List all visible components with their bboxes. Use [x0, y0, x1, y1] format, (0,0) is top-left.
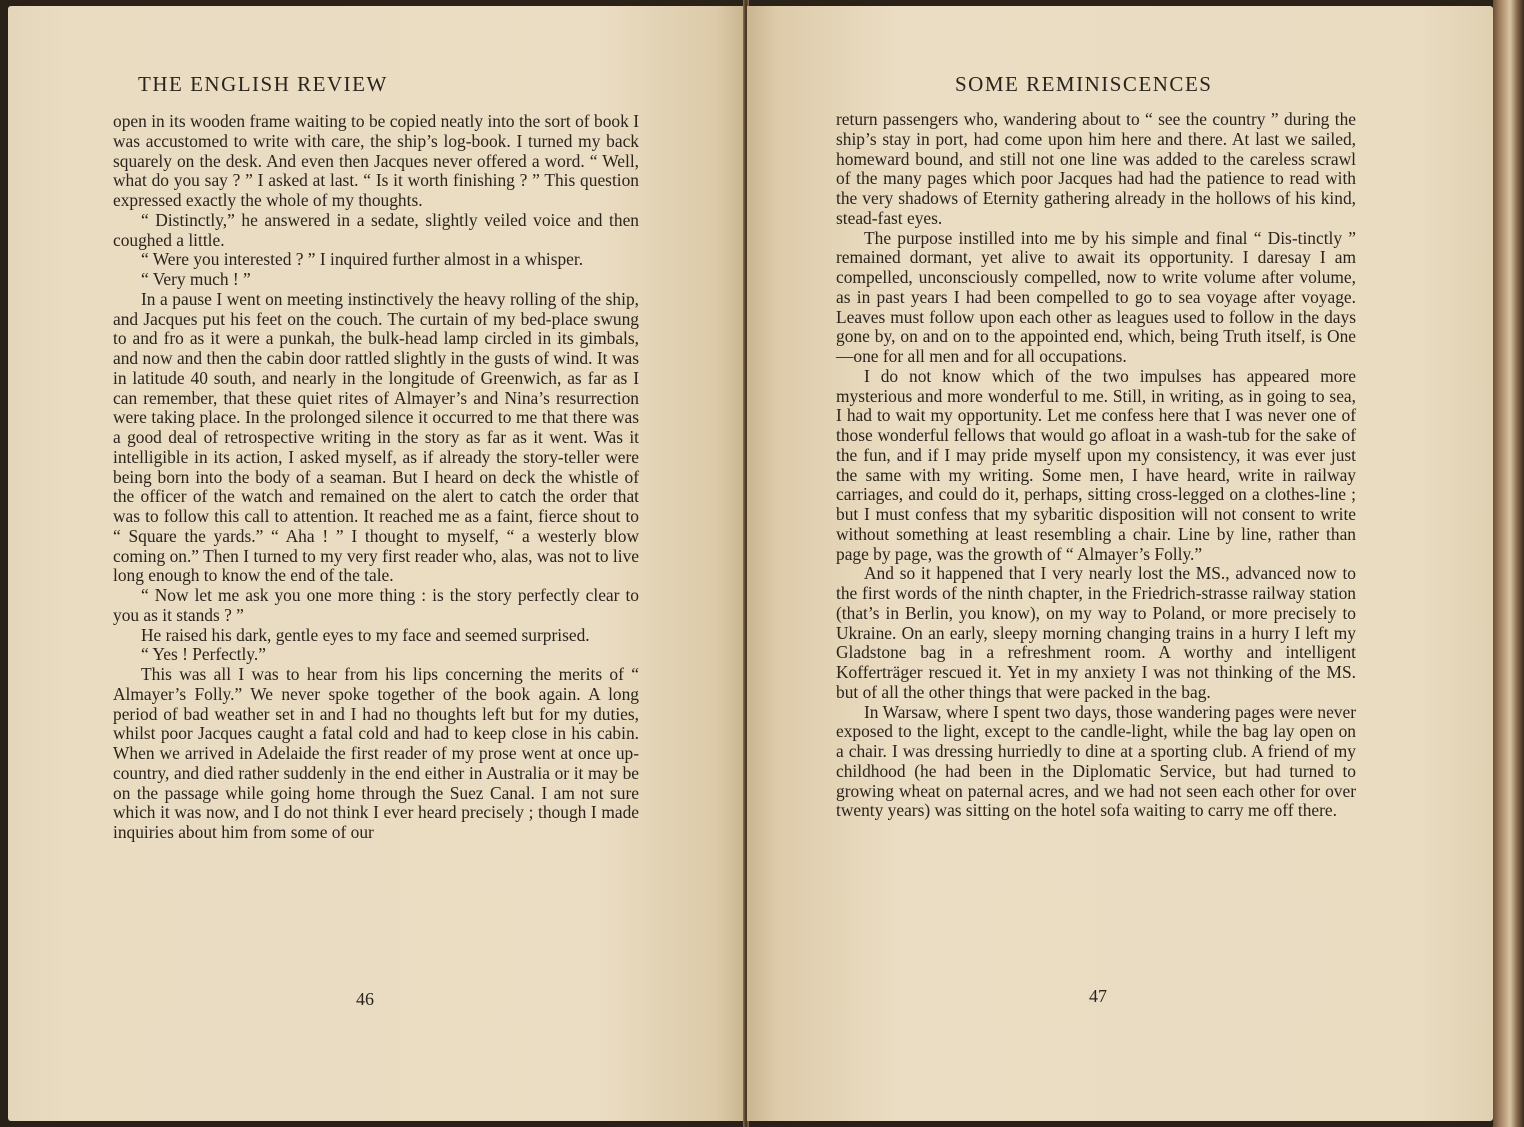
paragraph: return passengers who, wandering about to “ see the country ” during the ship’s stay in port, had come upon him here and there. At last we sailed, homeward bound, and still not one line was added to the careless scrawl of the many pages which poor Jacques had had the patience to read with the very shadows of Eternity gathering already in the hollows of his kind, stead-fast eyes.	[836, 109, 1356, 228]
page-number-left: 46	[356, 989, 374, 1009]
paragraph: He raised his dark, gentle eyes to my face and seemed surprised.	[141, 624, 590, 645]
paragraph: I do not know which of the two impulses has appeared more mysterious and more wonderful to me. Still, in writing, as in going to sea, I had to wait my opportunity. Let me confess here that I was never one of those wonderful fellows that would go afloat in a wash-tub for the sake of the fun, and if I may pride myself upon my consistency, it was ever just the same with my writing. Some men, I have heard, write in railway carriages, and could do it, perhaps, sitting cross-legged on a clothes-line ; but I must confess that my sybaritic disposition will not consent to write without something at least resembling a chair. Line by line, rather than page by page, was the growth of “ Almayer’s Folly.”	[836, 365, 1356, 564]
paragraph: “ Were you interested ? ” I inquired further almost in a whisper.	[141, 249, 584, 270]
paragraph: In a pause I went on meeting instinctively the heavy rolling of the ship, and Jacques put his feet on the couch. The curtain of my bed-place swung to and fro as it were a punkah, the bulk-head lamp circled in its gimbals, and now and then the cabin door rattled slightly in the gusts of wind. It was in latitude 40 south, and nearly in the longitude of Greenwich, as far as I can remember, that these quiet rites of Almayer’s and Nina’s resurrection were taking place. In the prolonged silence it occurred to me that there was a good deal of retrospective writing in the story as far as it went. Was it intelligible in its action, I asked myself, as if already the story-teller were being born into the body of a seaman. But I heard on deck the whistle of the officer of the watch and remained on the alert to catch the order that was to follow this call to attention. It reached me as a faint, fierce shout to “ Square the yards.” “ Aha ! ” I thought to myself, “ a westerly blow coming on.” Then I turned to my very first reader who, alas, was not to live long enough to know the end of the tale.	[113, 288, 639, 586]
left-page-text	[113, 112, 639, 843]
book-fore-edge	[1493, 0, 1524, 1127]
page-number-right: 47	[1089, 986, 1107, 1006]
paragraph: And so it happened that I very nearly lost the MS., advanced now to the first words of the ninth chapter, in the Friedrich-strasse railway station (that’s in Berlin, you know), on my way to Poland, or more precisely to Ukraine. On an early, sleepy morning changing trains in a hurry I left my Gladstone bag in a refreshment room. A worthy and intelligent Kofferträger rescued it. Yet in my anxiety I was not thinking of the MS. but of all the other things that were packed in the bag.	[836, 563, 1356, 702]
paragraph: “ Very much ! ”	[141, 269, 251, 289]
paragraph: “ Yes ! Perfectly.”	[141, 644, 266, 665]
paragraph: This was all I was to hear from his lips concerning the merits of “ Almayer’s Folly.” We never spoke together of the book again. A long period of bad weather set in and I had no thoughts left but for my duties, whilst poor Jacques caught a fatal cold and had to keep close in his cabin. When we arrived in Adelaide the first reader of my prose went at once up-country, and died rather suddenly in the end either in Australia or it may be on the passage while going home through the Suez Canal. I am not sure which it was now, and I do not think I ever heard precisely ; though I made inquiries about him from some of our	[113, 664, 639, 842]
paragraph: “ Distinctly,” he answered in a sedate, slightly veiled voice and then coughed a little.	[113, 209, 639, 250]
running-head-right: SOME REMINISCENCES	[955, 72, 1213, 96]
paragraph: “ Now let me ask you one more thing : is the story perfectly clear to you as it stands ? ”	[113, 585, 639, 625]
left-page	[8, 6, 745, 1121]
right-page-text	[836, 110, 1356, 821]
paragraph: The purpose instilled into me by his simple and final “ Dis-tinctly ” remained dormant, yet alive to await its opportunity. I daresay I am compelled, unconsciously compelled, now to write volume after volume, as in past years I had been compelled to go to sea voyage after voyage. Leaves must follow upon each other as leagues used to follow in the days gone by, on and on to the appointed end, which, being Truth itself, is One—one for all men and for all occupations.	[836, 227, 1356, 366]
right-page	[747, 6, 1493, 1121]
paragraph: In Warsaw, where I spent two days, those wandering pages were never exposed to the light, except to the candle-light, while the bag lay open on a chair. I was dressing hurriedly to dine at a sporting club. A friend of my childhood (he had been in the Diplomatic Service, but had turned to growing wheat on paternal acres, and we had not seen each other for over twenty years) was sitting on the hotel sofa waiting to carry me off there.	[836, 701, 1356, 821]
running-head-left: THE ENGLISH REVIEW	[138, 72, 388, 96]
paragraph: open in its wooden frame waiting to be copied neatly into the sort of book I was accustomed to write with care, the ship’s log-book. I turned my back squarely on the desk. And even then Jacques never offered a word. “ Well, what do you say ? ” I asked at last. “ Is it worth finishing ? ” This question expressed exactly the whole of my thoughts.	[113, 111, 639, 210]
